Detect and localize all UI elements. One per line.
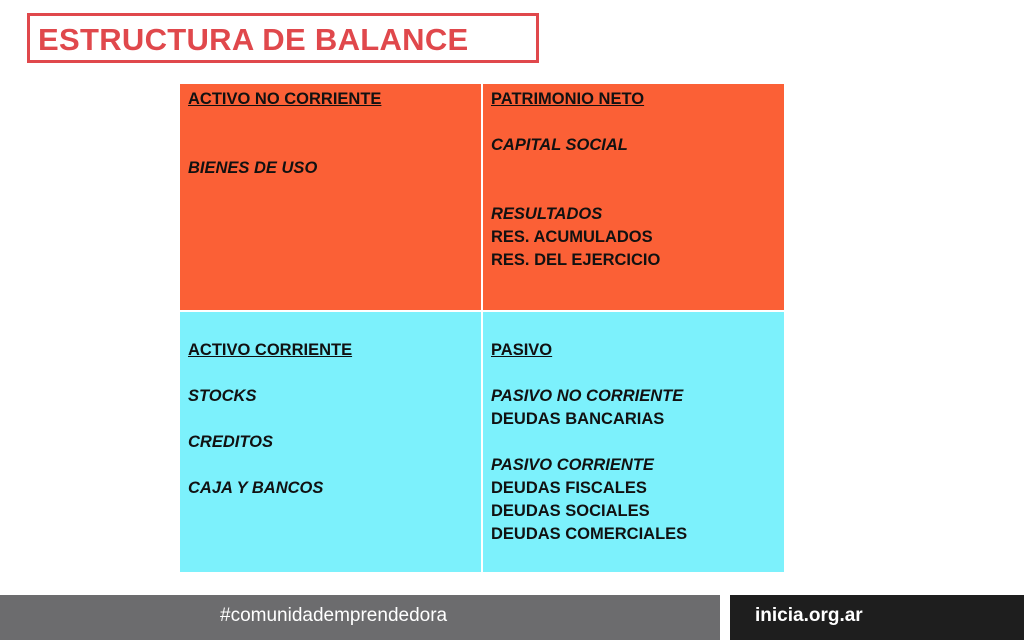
item-pasivo-corriente: PASIVO CORRIENTE [491,456,654,474]
page-title: ESTRUCTURA DE BALANCE [38,22,469,57]
item-pasivo-no-corriente: PASIVO NO CORRIENTE [491,387,684,405]
footer-site-bar [730,595,1024,640]
item-deudas-sociales: DEUDAS SOCIALES [491,502,650,520]
quadrant-heading: PATRIMONIO NETO [491,90,645,108]
item-res-ejercicio: RES. DEL EJERCICIO [491,251,661,269]
quadrant-heading: ACTIVO CORRIENTE [188,341,353,359]
patrimonio-neto-quadrant [483,84,784,310]
activo-no-corriente-quadrant [180,84,481,310]
footer-hashtag: #comunidademprendedora [220,605,448,626]
item-caja-y-bancos: CAJA Y BANCOS [188,479,324,497]
quadrant-heading: PASIVO [491,341,553,359]
item-resultados: RESULTADOS [491,205,603,223]
footer-site-link[interactable]: inicia.org.ar [755,605,863,626]
item-res-acumulados: RES. ACUMULADOS [491,228,653,246]
balance-grid [180,84,784,572]
item-capital-social: CAPITAL SOCIAL [491,136,628,154]
title-box [27,13,539,63]
item-deudas-fiscales: DEUDAS FISCALES [491,479,647,497]
activo-corriente-quadrant [180,312,481,572]
item-deudas-comerciales: DEUDAS COMERCIALES [491,525,688,543]
quadrant-heading: ACTIVO NO CORRIENTE [188,90,382,108]
item-creditos: CREDITOS [188,433,273,451]
item-bienes-de-uso: BIENES DE USO [188,159,318,177]
footer-hashtag-bar [0,595,720,640]
pasivo-quadrant [483,312,784,572]
item-deudas-bancarias: DEUDAS BANCARIAS [491,410,665,428]
item-stocks: STOCKS [188,387,257,405]
